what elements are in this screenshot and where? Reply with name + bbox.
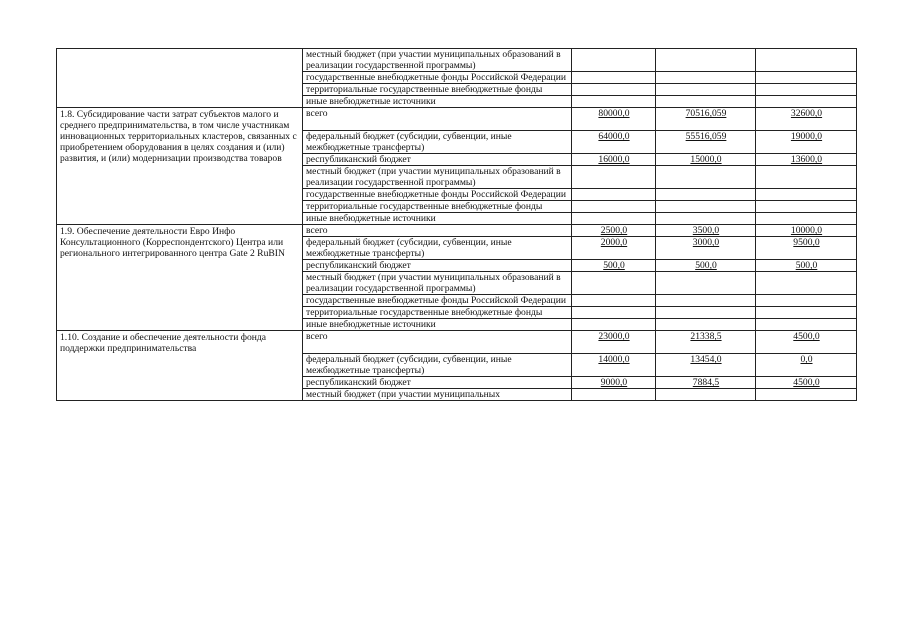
value-cell [756, 225, 857, 237]
funding-source-cell: республиканский бюджет [303, 260, 572, 272]
value-text: 14000,0 [598, 354, 630, 365]
value-text: 500,0 [603, 260, 625, 271]
funding-source-cell: федеральный бюджет (субсидии, субвенции, иные межбюджетные трансферты) [303, 237, 572, 260]
value-cell [572, 131, 656, 154]
value-cell [572, 49, 656, 72]
value-text: 64000,0 [598, 131, 630, 142]
value-cell [756, 166, 857, 189]
value-cell [756, 377, 857, 389]
table-body [57, 49, 857, 401]
value-cell [572, 72, 656, 84]
table-row [57, 331, 857, 354]
value-text: 2500,0 [600, 225, 628, 236]
value-cell [656, 354, 756, 377]
value-text: 19000,0 [790, 131, 823, 142]
funding-source-cell: территориальные государственные внебюджетные фонды [303, 307, 572, 319]
value-cell [656, 272, 756, 295]
value-cell [572, 96, 656, 108]
value-text: 4500,0 [793, 377, 820, 388]
program-cell: 1.8. Субсидирование части затрат субъектов малого и среднего предпринимательства, в том числе участникам инновационных территориальных кластеров, связанных с приобретением оборудования в целях создания и (или) развития, и (или) модернизации производства товаров [57, 108, 303, 225]
value-cell [756, 354, 857, 377]
value-cell [572, 213, 656, 225]
value-cell [756, 295, 857, 307]
value-cell [756, 260, 857, 272]
value-cell [572, 84, 656, 96]
budget-table [56, 48, 857, 401]
value-cell [572, 225, 656, 237]
value-text: 70516,059 [685, 108, 727, 119]
value-cell [572, 154, 656, 166]
funding-source-cell: иные внебюджетные источники [303, 96, 572, 108]
value-cell [572, 377, 656, 389]
funding-source-cell: государственные внебюджетные фонды Российской Федерации [303, 189, 572, 201]
value-cell [572, 319, 656, 331]
value-cell [656, 225, 756, 237]
funding-source-cell: местный бюджет (при участии муниципальных образований в реализации государственной программы) [303, 49, 572, 72]
value-cell [756, 331, 857, 354]
value-text: 0,0 [800, 354, 813, 365]
funding-source-cell: республиканский бюджет [303, 377, 572, 389]
value-cell [656, 72, 756, 84]
value-cell [756, 213, 857, 225]
value-cell [656, 166, 756, 189]
funding-source-cell: местный бюджет (при участии муниципальных образований в реализации государственной программы) [303, 272, 572, 295]
value-cell [756, 84, 857, 96]
value-cell [756, 49, 857, 72]
value-cell [656, 389, 756, 401]
value-text: 21338,5 [690, 331, 722, 342]
value-text: 500,0 [695, 260, 717, 271]
value-text: 9000,0 [600, 377, 628, 388]
value-text: 4500,0 [793, 331, 820, 342]
value-cell [756, 72, 857, 84]
funding-source-cell: иные внебюджетные источники [303, 319, 572, 331]
value-cell [656, 331, 756, 354]
program-cell [57, 49, 303, 108]
value-cell [572, 389, 656, 401]
value-cell [656, 84, 756, 96]
value-cell [572, 189, 656, 201]
value-cell [756, 154, 857, 166]
value-text: 16000,0 [598, 154, 630, 165]
value-cell [656, 108, 756, 131]
value-cell [656, 96, 756, 108]
value-text: 13600,0 [790, 154, 823, 165]
funding-source-cell: федеральный бюджет (субсидии, субвенции, иные межбюджетные трансферты) [303, 131, 572, 154]
value-cell [572, 237, 656, 260]
value-cell [656, 237, 756, 260]
value-text: 13454,0 [690, 354, 722, 365]
funding-source-cell: местный бюджет (при участии муниципальных образований в реализации государственной программы) [303, 166, 572, 189]
value-cell [756, 389, 857, 401]
value-cell [756, 319, 857, 331]
funding-source-cell: всего [303, 225, 572, 237]
value-cell [572, 331, 656, 354]
value-cell [756, 307, 857, 319]
value-cell [572, 108, 656, 131]
value-cell [572, 201, 656, 213]
funding-source-cell: государственные внебюджетные фонды Российской Федерации [303, 72, 572, 84]
program-cell: 1.10. Создание и обеспечение деятельности фонда поддержки предпринимательства [57, 331, 303, 401]
value-text: 7884,5 [692, 377, 720, 388]
funding-source-cell: территориальные государственные внебюджетные фонды [303, 84, 572, 96]
value-cell [656, 307, 756, 319]
funding-source-cell: всего [303, 331, 572, 354]
funding-source-cell: республиканский бюджет [303, 154, 572, 166]
value-cell [572, 307, 656, 319]
value-cell [572, 272, 656, 295]
value-text: 2000,0 [600, 237, 628, 248]
funding-source-cell: федеральный бюджет (субсидии, субвенции, иные межбюджетные трансферты) [303, 354, 572, 377]
value-text: 9500,0 [793, 237, 820, 248]
value-text: 32600,0 [790, 108, 823, 119]
value-cell [656, 154, 756, 166]
value-cell [572, 166, 656, 189]
value-cell [572, 354, 656, 377]
funding-source-cell: всего [303, 108, 572, 131]
value-text: 3000,0 [692, 237, 720, 248]
program-cell: 1.9. Обеспечение деятельности Евро Инфо Консультационного (Корреспондентского) Центра или регионального интегрированного центра Gate 2 RuBIN [57, 225, 303, 331]
value-cell [656, 260, 756, 272]
value-cell [572, 295, 656, 307]
value-cell [756, 201, 857, 213]
value-text: 55516,059 [685, 131, 727, 142]
value-cell [656, 189, 756, 201]
value-cell [756, 272, 857, 295]
value-cell [656, 319, 756, 331]
value-text: 3500,0 [692, 225, 720, 236]
table-row [57, 108, 857, 131]
value-cell [656, 295, 756, 307]
value-cell [656, 131, 756, 154]
value-cell [656, 377, 756, 389]
table-row [57, 49, 857, 72]
value-text: 80000,0 [598, 108, 630, 119]
value-text: 500,0 [795, 260, 818, 271]
funding-source-cell: государственные внебюджетные фонды Российской Федерации [303, 295, 572, 307]
value-cell [756, 108, 857, 131]
funding-source-cell: иные внебюджетные источники [303, 213, 572, 225]
table-row [57, 225, 857, 237]
value-cell [756, 96, 857, 108]
value-cell [756, 237, 857, 260]
value-text: 10000,0 [790, 225, 823, 236]
value-cell [756, 131, 857, 154]
value-cell [656, 201, 756, 213]
value-cell [756, 189, 857, 201]
funding-source-cell: территориальные государственные внебюджетные фонды [303, 201, 572, 213]
value-cell [656, 213, 756, 225]
funding-source-cell: местный бюджет (при участии муниципальных [303, 389, 572, 401]
value-cell [656, 49, 756, 72]
value-text: 23000,0 [598, 331, 630, 342]
value-cell [572, 260, 656, 272]
value-text: 15000,0 [690, 154, 722, 165]
